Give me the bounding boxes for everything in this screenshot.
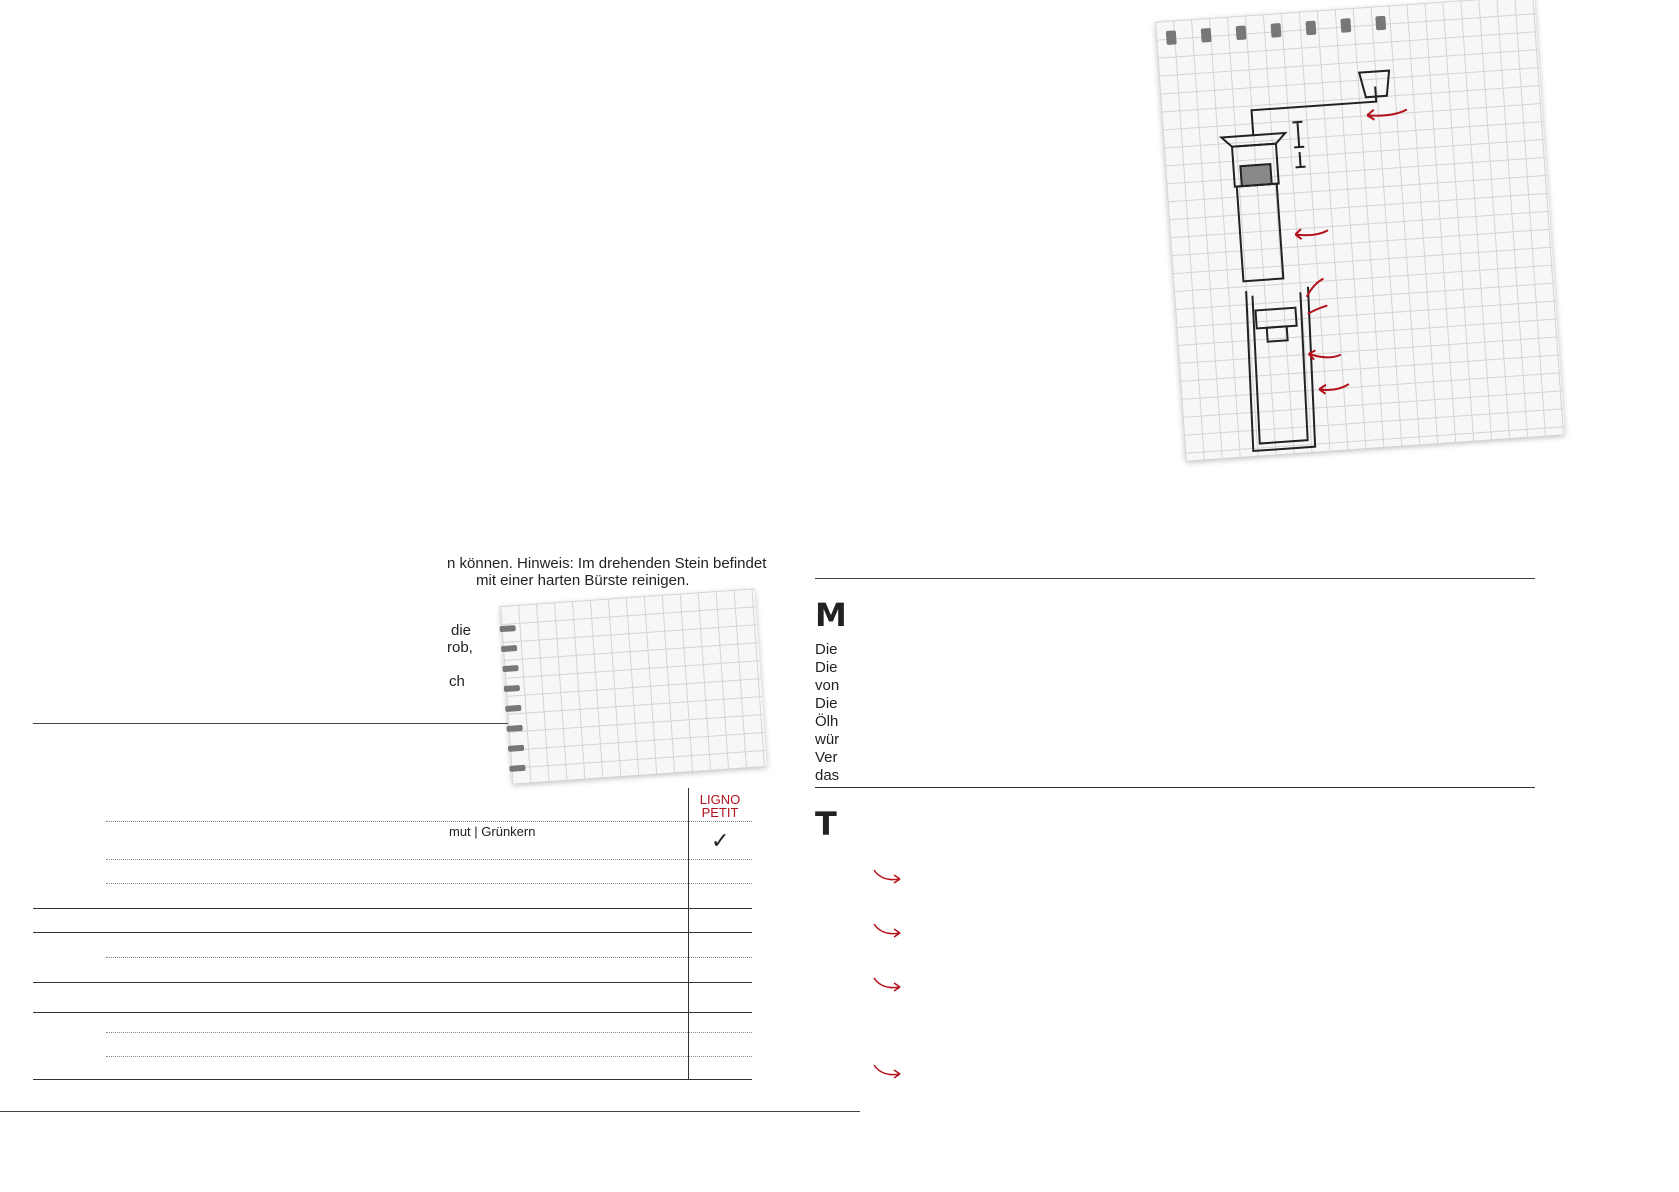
- section-m-heading: M: [815, 596, 847, 634]
- section-t-top-rule: [815, 787, 1535, 788]
- table-group-divider: [33, 908, 752, 909]
- table-row-label: mut | Grünkern: [449, 824, 536, 839]
- section-m-line: von: [815, 677, 840, 694]
- table-column-header: [690, 793, 750, 819]
- intro-line-1: n können. Hinweis: Im drehenden Stein befindet: [447, 555, 767, 572]
- table-row-divider: [106, 1032, 752, 1033]
- intro-line-5: ch: [449, 673, 465, 690]
- section-m-top-rule: [815, 578, 1535, 579]
- table-row-divider: [106, 957, 752, 958]
- section-t-heading: T: [815, 805, 837, 843]
- column-header-line-2: PETIT: [701, 805, 739, 820]
- section-m-line: wür: [815, 731, 840, 748]
- column-header-line-1: LIGNO: [699, 792, 741, 807]
- section-m-line: Ver: [815, 749, 838, 766]
- section-m-line: Ölh: [815, 713, 839, 730]
- table-row-divider: [106, 1056, 752, 1057]
- grinder-diagram: [1155, 0, 1565, 461]
- page-bottom-rule: [0, 1111, 860, 1112]
- section-m-line: Die: [815, 695, 838, 712]
- section-m-line: Die: [815, 659, 838, 676]
- intro-line-2: mit einer harten Bürste reinigen.: [476, 572, 690, 589]
- table-row-divider: [106, 883, 752, 884]
- table-group-divider: [33, 982, 752, 983]
- red-arrow-icon: [872, 974, 904, 994]
- diagram-notepad: [1155, 0, 1565, 461]
- section-m-line: Die: [815, 641, 838, 658]
- section-divider: [33, 723, 508, 724]
- intro-line-3: die: [451, 622, 472, 639]
- table-group-divider: [33, 1012, 752, 1013]
- blank-notepad: [500, 588, 767, 783]
- red-arrow-icon: [872, 920, 904, 940]
- notepad-spiral-icon: [496, 605, 530, 784]
- table-group-divider: [33, 932, 752, 933]
- section-m-text: [815, 641, 839, 785]
- table-column-divider: [688, 788, 689, 1079]
- checkmark-icon: ✓: [711, 829, 730, 854]
- section-m-line: das: [815, 767, 840, 784]
- table-row-divider: [106, 821, 752, 822]
- table-bottom-rule: [33, 1079, 752, 1080]
- red-arrow-icon: [872, 866, 904, 886]
- intro-line-4: rob,: [447, 639, 473, 656]
- red-arrow-icon: [872, 1061, 904, 1081]
- table-row-divider: [106, 859, 752, 860]
